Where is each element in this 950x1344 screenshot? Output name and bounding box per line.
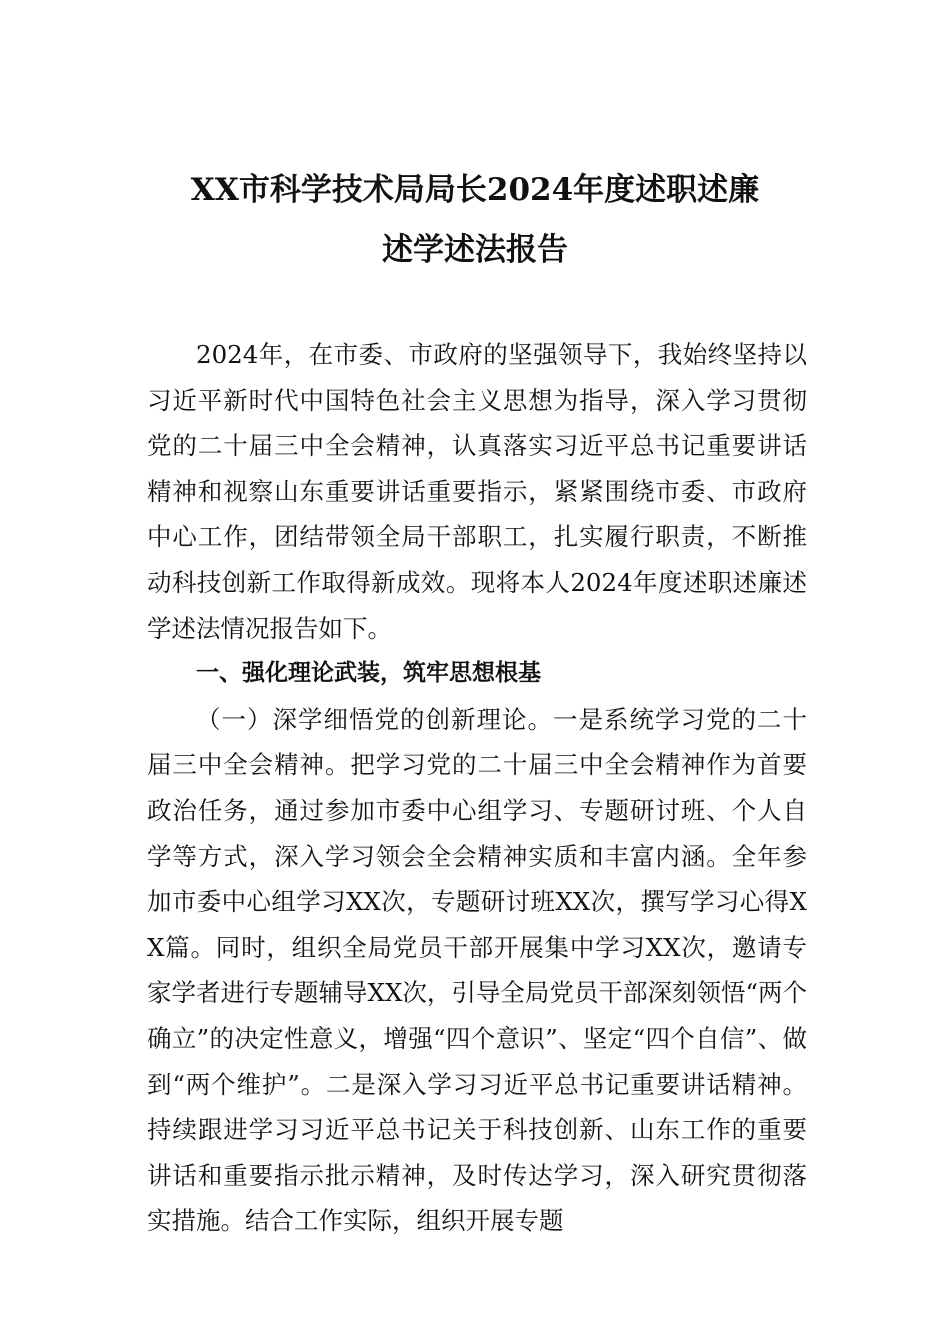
- intro-paragraph: 2024年，在市委、市政府的坚强领导下，我始终坚持以习近平新时代中国特色社会主义思想为指导，深入学习贯彻党的二十届三中全会精神，认真落实习近平总书记重要讲话精神和视察山东重要讲话重要指示，紧紧围绕市委、市政府中心工作，团结带领全局干部职工，扎实履行职责，不断推动科技创新工作取得新成效。现将本人2024年度述职述廉述学述法情况报告如下。: [147, 340, 807, 643]
- document-body: [147, 332, 807, 1244]
- document-title: [140, 160, 810, 280]
- section-paragraph: （一）深学细悟党的创新理论。一是系统学习党的二十届三中全会精神。把学习党的二十届三中全会精神作为首要政治任务，通过参加市委中心组学习、专题研讨班、个人自学等方式，深入学习领会全会精神实质和丰富内涵。全年参加市委中心组学习XX次，专题研讨班XX次，撰写学习心得XX篇。同时，组织全局党员干部开展集中学习XX次，邀请专家学者进行专题辅导XX次，引导全局党员干部深刻领悟“两个确立”的决定性意义，增强“四个意识”、坚定“四个自信”、做到“两个维护”。二是深入学习习近平总书记重要讲话精神。持续跟进学习习近平总书记关于科技创新、山东工作的重要讲话和重要指示批示精神，及时传达学习，深入研究贯彻落实措施。结合工作实际，组织开展专题: [147, 704, 807, 1236]
- title-line-2: 述学述法报告: [382, 232, 568, 268]
- title-line-1: XX市科学技术局局长2024年度述职述廉: [190, 172, 760, 208]
- section-heading: 一、强化理论武装，筑牢思想根基: [196, 660, 541, 687]
